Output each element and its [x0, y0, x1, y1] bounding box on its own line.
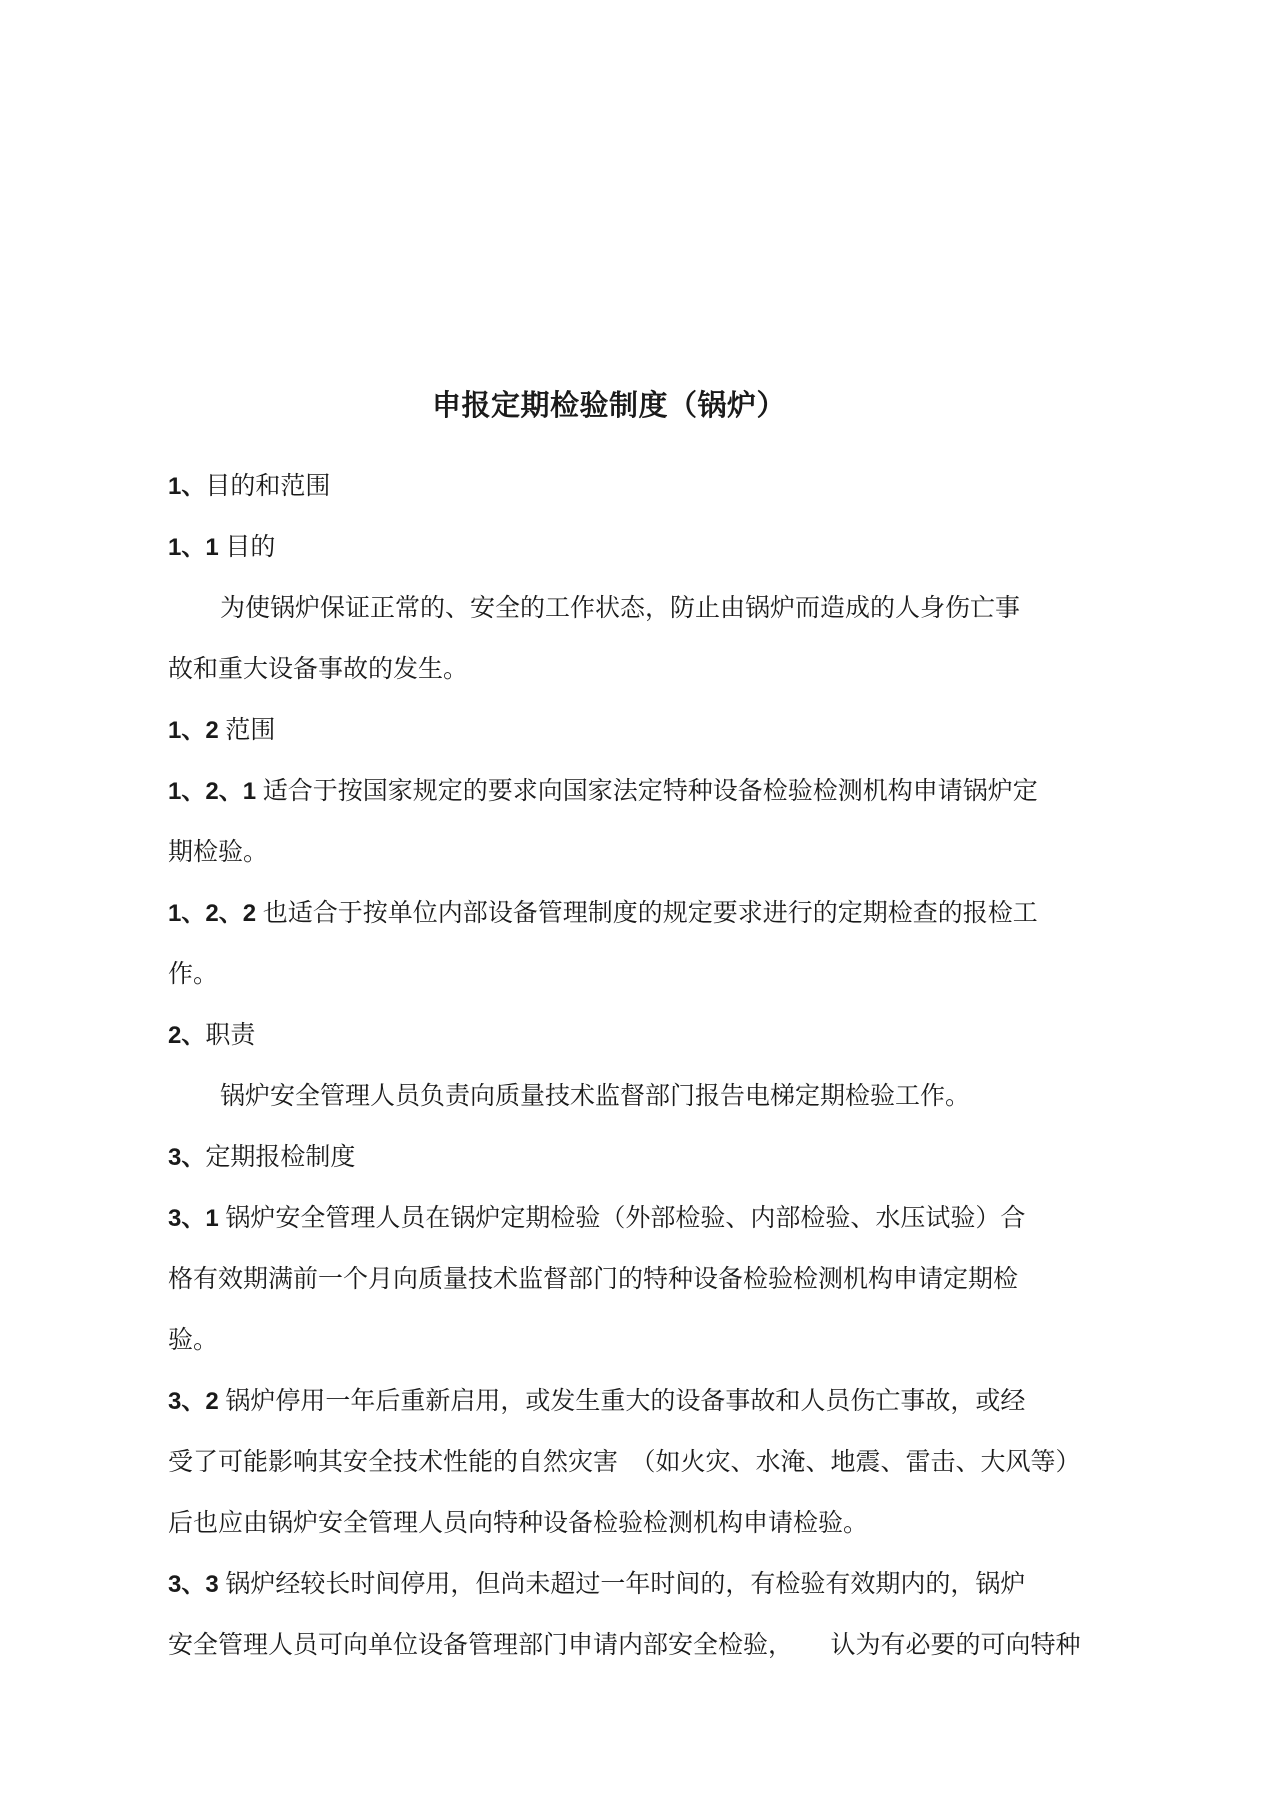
- line-text: 也适合于按单位内部设备管理制度的规定要求进行的定期检查的报检工: [262, 900, 1038, 927]
- heading-number: 1、: [168, 473, 206, 500]
- doc-line: [168, 1630, 1190, 1691]
- doc-line: [168, 959, 1190, 1020]
- heading-number: 1、2: [168, 717, 226, 744]
- line-text: 后也应由锅炉安全管理人员向特种设备检验检测机构申请检验。: [168, 1510, 869, 1537]
- line-text: 格有效期满前一个月向质量技术监督部门的特种设备检验检测机构申请定期检: [168, 1266, 1019, 1293]
- heading-text: 定期报检制度: [205, 1144, 356, 1171]
- clause-3-2: [168, 1386, 1190, 1447]
- line-text: 故和重大设备事故的发生。: [168, 656, 469, 683]
- doc-line: [168, 1508, 1190, 1569]
- document-title: 申报定期检验制度（锅炉）: [432, 390, 787, 422]
- clause-3-1: [168, 1203, 1190, 1264]
- clause-1-2-1: [168, 776, 1190, 837]
- line-text: 为使锅炉保证正常的、安全的工作状态，防止由锅炉而造成的人身伤亡事: [220, 595, 1021, 622]
- line-text: 锅炉经较长时间停用，但尚未超过一年时间的，有检验有效期内的，锅炉: [225, 1571, 1026, 1598]
- line-text: 安全管理人员可向单位设备管理部门申请内部安全检验， 认为有必要的可向特种: [168, 1632, 1081, 1659]
- line-text: 作。: [168, 961, 219, 988]
- line-text: 锅炉安全管理人员负责向质量技术监督部门报告电梯定期检验工作。: [220, 1083, 971, 1110]
- heading-number: 3、: [168, 1144, 206, 1171]
- doc-line: [168, 593, 1190, 654]
- heading-2: [168, 1020, 1190, 1081]
- heading-text: 目的和范围: [205, 473, 331, 500]
- heading-number: 2、: [168, 1022, 206, 1049]
- document-body: [168, 471, 1190, 1691]
- heading-text: 范围: [225, 717, 276, 744]
- doc-line: [168, 1264, 1190, 1325]
- clause-number: 3、2: [168, 1388, 226, 1415]
- line-text: 锅炉安全管理人员在锅炉定期检验（外部检验、内部检验、水压试验）合: [225, 1205, 1026, 1232]
- clause-1-2-2: [168, 898, 1190, 959]
- line-text: 验。: [168, 1327, 219, 1354]
- clause-3-3: [168, 1569, 1190, 1630]
- heading-text: 职责: [205, 1022, 256, 1049]
- clause-number: 3、3: [168, 1571, 226, 1598]
- heading-3: [168, 1142, 1190, 1203]
- line-text: 受了可能影响其安全技术性能的自然灾害 （如火灾、水淹、地震、雷击、大风等）: [168, 1449, 1081, 1476]
- clause-number: 1、2、2: [168, 900, 263, 927]
- clause-number: 1、2、1: [168, 778, 263, 805]
- heading-number: 1、1: [168, 534, 226, 561]
- doc-line: [168, 1325, 1190, 1386]
- heading-1-2: [168, 715, 1190, 776]
- heading-text: 目的: [225, 534, 276, 561]
- doc-line: [168, 1447, 1190, 1508]
- heading-1: [168, 471, 1190, 532]
- doc-line: [168, 654, 1190, 715]
- clause-number: 3、1: [168, 1205, 226, 1232]
- doc-line: [168, 837, 1190, 898]
- line-text: 适合于按国家规定的要求向国家法定特种设备检验检测机构申请锅炉定: [262, 778, 1038, 805]
- line-text: 锅炉停用一年后重新启用，或发生重大的设备事故和人员伤亡事故，或经: [225, 1388, 1026, 1415]
- heading-1-1: [168, 532, 1190, 593]
- doc-line: [168, 1081, 1190, 1142]
- line-text: 期检验。: [168, 839, 269, 866]
